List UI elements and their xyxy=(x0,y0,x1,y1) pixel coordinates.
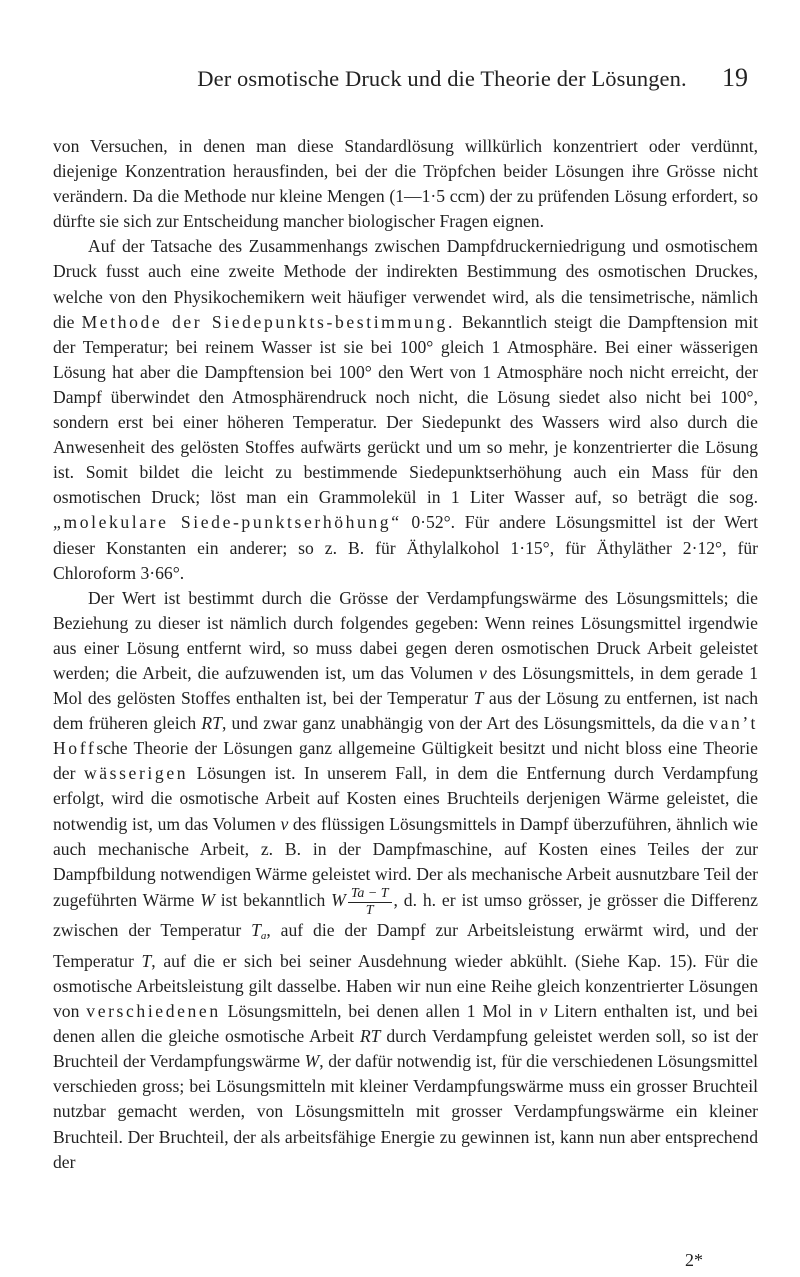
var-T: T xyxy=(141,950,152,971)
paragraph-3-text-i: , d. h. er ist umso grösser, je grösser die Differenz zwischen der Temperatur xyxy=(53,889,758,940)
page-number: 19 xyxy=(722,63,748,92)
var-RT: RT xyxy=(201,713,222,734)
paragraph-3-text-g: des flüssigen Lösungsmittels in Dampf überzuführen, ähnlich wie auch mechanische Arbeit, z. B. in der Dampfmaschine, auf Kosten eines Teiles der zur Dampfbildung notwendigen Wärme geleistet wird. Der als mechanische Arbeit ausnutzbare Teil der zugeführten Wärme xyxy=(53,813,758,910)
paragraph-3-text-j: , auf die der Dampf zur Arbeitsleistung erwärmt wird, und der Temperatur xyxy=(53,919,758,971)
paragraph-3-text-e: sche Theorie der Lösungen ganz allgemeine Gültigkeit besitzt und nicht bloss eine Theorie der xyxy=(53,738,758,784)
fraction-numerator: Ta − T xyxy=(348,887,392,903)
var-RT: RT xyxy=(359,1026,381,1047)
var-Ta-subscript: a xyxy=(260,929,267,942)
paragraph-3-text-b: des Lösungsmittels, in dem gerade 1 Mol des gelösten Stoffes enthalten ist, bei der Temperatur xyxy=(53,662,759,709)
running-head: Der osmotische Druck und die Theorie der Lösungen. xyxy=(197,66,687,91)
method-term-spaced: Methode der Siedepunkts-bestimmung. xyxy=(81,311,455,332)
paragraph-3-text-c: aus der Lösung zu entfernen, ist nach dem früheren gleich xyxy=(53,688,759,734)
vanthoff-name-spaced: van’t Hoff xyxy=(53,713,759,759)
paragraph-2-text-a: Auf der Tatsache des Zusammenhangs zwischen Dampfdruckerniedrigung und osmotischem Druck fusst auch eine zweite Methode der indirekten Bestimmung des osmotischen Druckes, welche von den Physikochemikern weit häufiger verwendet wird, als die tensimetrische, nämlich die xyxy=(53,236,758,332)
paragraph-3-text-k: , auf die er sich bei seiner Ausdehnung wieder abkühlt. (Siehe Kap. 15). Für die osmotische Arbeitsleistung gilt dasselbe. Haben wir nun eine Reihe gleich konzentrierter Lösungen von xyxy=(53,950,758,1022)
var-v: v xyxy=(539,1001,548,1022)
paragraph-3-text-a: Der Wert ist bestimmt durch die Grösse der Verdampfungswärme des Lösungsmittels; die Beziehung zu dieser ist nämlich durch folgendes gegeben: Wenn reines Lösungsmittel irgendwie aus einer Lösung entfernt wird, so muss dabei gegen deren osmotischen Druck Arbeit geleistet werden; die Arbeit, die aufzuwenden ist, um das Volumen xyxy=(53,587,758,683)
paragraph-3 xyxy=(53,586,758,1175)
paragraph-3-text-l: Lösungsmitteln, bei denen allen 1 Mol in xyxy=(220,1001,540,1022)
paragraph-1-text: von Versuchen, in denen man diese Standardlösung willkürlich konzentriert oder verdünnt, diejenige Konzentration herausfinden, bei der die Tröpfchen beider Lösungen ihre Grösse nicht verändern. Da die Methode nur kleine Mengen (1—1·5 ccm) der zu prüfenden Lösung erfordert, so dürfte sie sich zur Entscheidung mancher biologischer Fragen eignen. xyxy=(53,136,758,232)
molecular-boiling-term-spaced: „molekulare Siede-punktserhöhung“ xyxy=(53,512,402,533)
paragraph-3-text-h: ist bekanntlich xyxy=(214,889,332,910)
var-W: W xyxy=(200,889,215,910)
body-text xyxy=(53,134,758,1175)
paragraph-1 xyxy=(53,134,758,234)
var-W: W xyxy=(331,889,346,910)
paragraph-2-text-e: 0·52°. Für andere Lösungsmittel ist der Wert dieser Konstanten ein anderer; so z. B. für Äthylalkohol 1·15°, für Äthyläther 2·12°, für Chloroform 3·66°. xyxy=(53,512,758,583)
var-W: W xyxy=(304,1051,320,1072)
paragraph-3-text-f: Lösungen ist. In unserem Fall, in dem die Entfernung durch Verdampfung erfolgt, wird die osmotische Arbeit auf Kosten eines Bruchteils derjenigen Wärme geleistet, die notwendig ist, um das Volumen xyxy=(53,763,758,834)
fraction-denominator: T xyxy=(365,902,374,918)
paragraph-3-text-o: , der dafür notwendig ist, für die verschiedenen Lösungsmittel verschieden gross; bei Lösungsmitteln mit kleiner Verdampfungswärme muss ein grosser Bruchteil nutzbar gemacht werden, von Lösungsmitteln mit grosser Verdampfungswärme ein kleiner Bruchteil. Der Bruchteil, der als arbeitsfähige Energie zu gewinnen ist, kann nun aber entsprechend der xyxy=(53,1051,758,1172)
var-v: v xyxy=(478,662,487,683)
page-header xyxy=(88,63,748,106)
efficiency-fraction xyxy=(348,887,392,918)
verschiedenen-spaced: verschiedenen xyxy=(86,1001,221,1022)
var-v: v xyxy=(280,813,289,834)
paragraph-2 xyxy=(53,234,758,585)
paragraph-2-text-c: Bekanntlich steigt die Dampftension mit der Temperatur; bei reinem Wasser ist sie bei 100° gleich 1 Atmosphäre. Bei einer wässerigen Lösung hat aber die Dampftension bei 100° den Wert von 1 Atmosphäre noch nicht erreicht, der Dampf überwindet den Atmosphärendruck noch nicht, die Lösung siedet also nicht bei 100°, sondern erst bei einer höheren Temperatur. Der Siedepunkt des Wassers wird also durch die Anwesenheit des gelösten Stoffes aufwärts gerückt und um so mehr, je konzentrierter die Lösung ist. Somit bildet die leicht zu bestimmende Siedepunktserhöhung auch ein Mass für den osmotischen Druck; löst man ein Grammolekül in 1 Liter Wasser auf, so beträgt die sog. xyxy=(53,311,758,508)
signature-mark: 2* xyxy=(685,1250,703,1270)
paragraph-3-text-n: durch Verdampfung geleistet werden soll, so ist der Bruchteil der Verdampfungswärme xyxy=(53,1026,758,1072)
var-Ta: T xyxy=(251,919,261,940)
waesserigen-spaced: wässerigen xyxy=(83,763,189,784)
paragraph-3-text-d: , und zwar ganz unabhängig von der Art des Lösungsmittels, da die xyxy=(221,713,710,734)
var-T: T xyxy=(473,688,484,709)
paragraph-3-text-m: Litern enthalten ist, und bei denen allen die gleiche osmotische Arbeit xyxy=(53,1001,758,1047)
